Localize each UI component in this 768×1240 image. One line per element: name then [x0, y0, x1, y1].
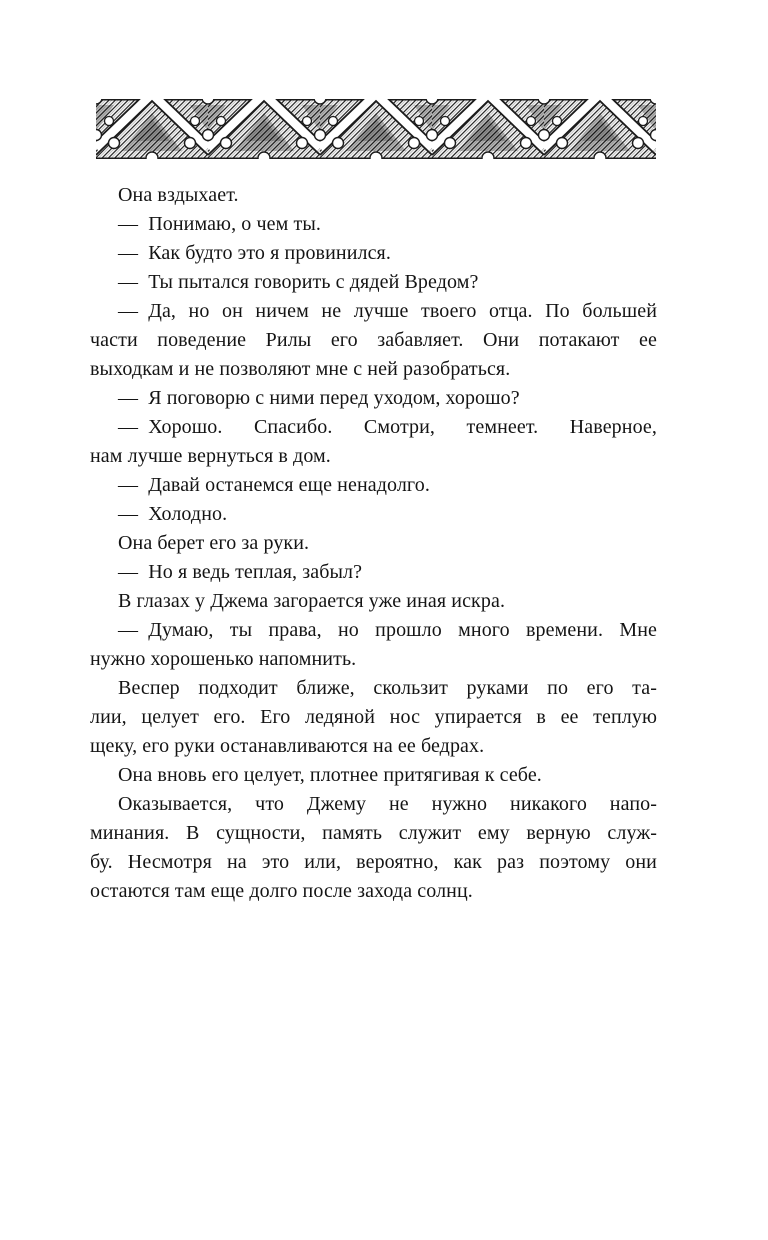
text-line: Она вздыхает.	[118, 184, 239, 206]
paragraph	[90, 529, 657, 558]
ornamental-header-border	[96, 99, 656, 159]
text-line: Веспер подходит ближе, скользит руками по его та-	[118, 677, 657, 699]
paragraph	[90, 413, 657, 471]
paragraph	[90, 384, 657, 413]
text-line: В глазах у Джема загорается уже иная искра.	[118, 590, 506, 612]
text-line: бу. Несмотря на это или, вероятно, как раз поэтому они	[90, 851, 657, 873]
paragraph	[90, 471, 657, 500]
text-line: — Как будто это я провинился.	[118, 242, 391, 264]
paragraph	[90, 616, 657, 674]
text-line: Она вновь его целует, плотнее притягивая к себе.	[118, 764, 542, 786]
page-text-block	[90, 181, 657, 906]
paragraph	[90, 790, 657, 906]
text-line: остаются там еще долго после захода солнц.	[90, 880, 473, 902]
text-line: части поведение Рилы его забавляет. Они потакают ее	[90, 329, 657, 351]
text-line: — Я поговорю с ними перед уходом, хорошо?	[118, 387, 520, 409]
text-line: — Да, но он ничем не лучше твоего отца. По большей	[118, 300, 657, 322]
text-line: нам лучше вернуться в дом.	[90, 445, 331, 467]
paragraph	[90, 268, 657, 297]
zigzag-ornament-graphic	[96, 99, 656, 159]
paragraph	[90, 239, 657, 268]
text-line: выходкам и не позволяют мне с ней разобраться.	[90, 358, 511, 380]
text-line: Оказывается, что Джему не нужно никакого напо-	[118, 793, 657, 815]
text-line: — Но я ведь теплая, забыл?	[118, 561, 363, 583]
text-line: лии, целует его. Его ледяной нос упирается в ее теплую	[90, 706, 657, 728]
text-line: минания. В сущности, память служит ему верную служ-	[90, 822, 657, 844]
text-line: — Давай останемся еще ненадолго.	[118, 474, 430, 496]
text-line: — Холодно.	[118, 503, 228, 525]
paragraph	[90, 761, 657, 790]
paragraph	[90, 674, 657, 761]
paragraph	[90, 181, 657, 210]
paragraph	[90, 500, 657, 529]
text-line: — Хорошо. Спасибо. Смотри, темнеет. Наверное,	[118, 416, 657, 438]
paragraph	[90, 210, 657, 239]
text-line: — Думаю, ты права, но прошло много времени. Мне	[118, 619, 657, 641]
paragraph	[90, 587, 657, 616]
paragraph	[90, 297, 657, 384]
paragraph	[90, 558, 657, 587]
text-line: Она берет его за руки.	[118, 532, 310, 554]
text-line: нужно хорошенько напомнить.	[90, 648, 357, 670]
text-line: щеку, его руки останавливаются на ее бедрах.	[90, 735, 485, 757]
text-line: — Понимаю, о чем ты.	[118, 213, 321, 235]
text-line: — Ты пытался говорить с дядей Вредом?	[118, 271, 479, 293]
